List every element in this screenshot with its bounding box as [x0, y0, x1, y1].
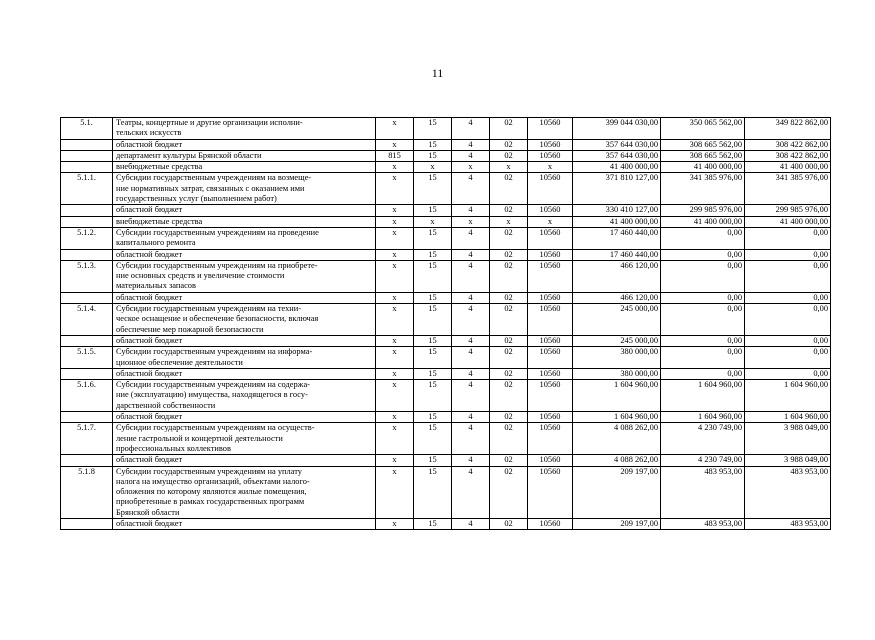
code-subprogram-cell: 4	[452, 347, 490, 369]
code-subprogram-cell: 4	[452, 518, 490, 529]
table-row	[61, 260, 831, 292]
amount-year2-cell: 0,00	[661, 260, 745, 292]
code-subprogram-cell: 4	[452, 412, 490, 423]
code-program-cell: 15	[414, 455, 452, 466]
amount-year3-cell: 1 604 960,00	[745, 380, 831, 412]
code-program-cell: 15	[414, 423, 452, 455]
code-event-cell: 02	[490, 139, 528, 150]
amount-year3-cell: 1 604 960,00	[745, 412, 831, 423]
code-event-cell: 02	[490, 455, 528, 466]
code-program-cell: 15	[414, 118, 452, 140]
amount-year2-cell: 0,00	[661, 347, 745, 369]
item-number-cell: 5.1.7.	[61, 423, 113, 455]
amount-year2-cell: 308 665 562,00	[661, 139, 745, 150]
amount-year3-cell: 341 385 976,00	[745, 173, 831, 205]
item-number-cell: 5.1.4.	[61, 304, 113, 336]
code-admin-cell: х	[376, 347, 414, 369]
amount-year3-cell: 3 988 049,00	[745, 423, 831, 455]
amount-year1-cell: 380 000,00	[573, 368, 661, 379]
item-number-cell	[61, 150, 113, 161]
code-subprogram-cell: 4	[452, 249, 490, 260]
code-subprogram-cell: 4	[452, 227, 490, 249]
item-name-cell: внебюджетные средства	[113, 216, 376, 227]
item-number-cell: 5.1.	[61, 118, 113, 140]
table-row	[61, 466, 831, 518]
code-event-cell: 02	[490, 347, 528, 369]
amount-year3-cell: 3 988 049,00	[745, 455, 831, 466]
item-name-cell: областной бюджет	[113, 292, 376, 303]
item-name-cell: областной бюджет	[113, 249, 376, 260]
code-program-cell: 15	[414, 380, 452, 412]
code-event-cell: х	[490, 216, 528, 227]
code-subprogram-cell: 4	[452, 150, 490, 161]
code-program-cell: 15	[414, 260, 452, 292]
code-direction-cell: 10560	[528, 455, 573, 466]
code-event-cell: 02	[490, 227, 528, 249]
item-number-cell	[61, 249, 113, 260]
code-subprogram-cell: 4	[452, 335, 490, 346]
item-number-cell: 5.1.6.	[61, 380, 113, 412]
item-number-cell: 5.1.8	[61, 466, 113, 518]
code-program-cell: 15	[414, 173, 452, 205]
code-subprogram-cell: 4	[452, 423, 490, 455]
item-number-cell: 5.1.2.	[61, 227, 113, 249]
table-row	[61, 304, 831, 336]
table-row	[61, 292, 831, 303]
amount-year2-cell: 0,00	[661, 292, 745, 303]
code-event-cell: 02	[490, 368, 528, 379]
amount-year3-cell: 0,00	[745, 260, 831, 292]
code-program-cell: 15	[414, 150, 452, 161]
amount-year3-cell: 0,00	[745, 347, 831, 369]
code-admin-cell: х	[376, 423, 414, 455]
amount-year1-cell: 380 000,00	[573, 347, 661, 369]
amount-year3-cell: 483 953,00	[745, 518, 831, 529]
item-number-cell	[61, 335, 113, 346]
code-direction-cell: 10560	[528, 260, 573, 292]
item-name-cell: областной бюджет	[113, 205, 376, 216]
code-subprogram-cell: 4	[452, 173, 490, 205]
item-number-cell	[61, 412, 113, 423]
amount-year3-cell: 0,00	[745, 227, 831, 249]
item-name-cell: областной бюджет	[113, 335, 376, 346]
amount-year1-cell: 209 197,00	[573, 466, 661, 518]
code-admin-cell: х	[376, 249, 414, 260]
code-admin-cell: х	[376, 118, 414, 140]
code-direction-cell: 10560	[528, 249, 573, 260]
code-program-cell: 15	[414, 227, 452, 249]
table-row	[61, 118, 831, 140]
amount-year2-cell: 41 400 000,00	[661, 162, 745, 173]
item-name-cell: областной бюджет	[113, 412, 376, 423]
item-name-cell: Субсидии государственным учреждениям на приобрете- ние основных средств и увеличение стоимости материальных запасов	[113, 260, 376, 292]
code-subprogram-cell: 4	[452, 368, 490, 379]
amount-year1-cell: 41 400 000,00	[573, 216, 661, 227]
code-subprogram-cell: х	[452, 162, 490, 173]
code-admin-cell: х	[376, 205, 414, 216]
code-admin-cell: х	[376, 260, 414, 292]
code-admin-cell: х	[376, 227, 414, 249]
amount-year3-cell: 0,00	[745, 335, 831, 346]
amount-year1-cell: 41 400 000,00	[573, 162, 661, 173]
code-event-cell: х	[490, 162, 528, 173]
item-name-cell: Субсидии государственным учреждениям на содержа- ние (эксплуатацию) имущества, находящегося в госу- дарственной собственности	[113, 380, 376, 412]
code-direction-cell: 10560	[528, 412, 573, 423]
code-subprogram-cell: 4	[452, 118, 490, 140]
code-direction-cell: 10560	[528, 368, 573, 379]
code-program-cell: 15	[414, 412, 452, 423]
amount-year3-cell: 0,00	[745, 368, 831, 379]
code-program-cell: 15	[414, 335, 452, 346]
code-event-cell: 02	[490, 335, 528, 346]
item-number-cell	[61, 162, 113, 173]
table-body	[61, 118, 831, 530]
amount-year2-cell: 0,00	[661, 335, 745, 346]
code-admin-cell: х	[376, 412, 414, 423]
code-subprogram-cell: х	[452, 216, 490, 227]
code-event-cell: 02	[490, 292, 528, 303]
item-number-cell	[61, 205, 113, 216]
amount-year2-cell: 0,00	[661, 368, 745, 379]
item-name-cell: Субсидии государственным учреждениям на возмеще- ние нормативных затрат, связанных с оказанием ими государственных услуг (выполнением работ)	[113, 173, 376, 205]
item-name-cell: Субсидии государственным учреждениям на уплату налога на имущество организаций, объектами налого- обложения по которому являются жилые помещения, приобретенные в рамках государственных программ Брянской области	[113, 466, 376, 518]
amount-year1-cell: 17 460 440,00	[573, 227, 661, 249]
table-row	[61, 216, 831, 227]
amount-year1-cell: 245 000,00	[573, 304, 661, 336]
item-number-cell	[61, 216, 113, 227]
code-direction-cell: 10560	[528, 423, 573, 455]
amount-year2-cell: 341 385 976,00	[661, 173, 745, 205]
code-direction-cell: 10560	[528, 518, 573, 529]
item-name-cell: Субсидии государственным учреждениям на проведение капитального ремонта	[113, 227, 376, 249]
code-direction-cell: 10560	[528, 227, 573, 249]
code-event-cell: 02	[490, 423, 528, 455]
code-direction-cell: 10560	[528, 292, 573, 303]
code-direction-cell: 10560	[528, 173, 573, 205]
amount-year1-cell: 1 604 960,00	[573, 380, 661, 412]
code-direction-cell: 10560	[528, 304, 573, 336]
amount-year1-cell: 466 120,00	[573, 292, 661, 303]
code-direction-cell: 10560	[528, 205, 573, 216]
amount-year1-cell: 4 088 262,00	[573, 455, 661, 466]
code-program-cell: 15	[414, 518, 452, 529]
table-row	[61, 139, 831, 150]
amount-year2-cell: 1 604 960,00	[661, 380, 745, 412]
code-admin-cell: 815	[376, 150, 414, 161]
amount-year1-cell: 330 410 127,00	[573, 205, 661, 216]
code-event-cell: 02	[490, 466, 528, 518]
code-program-cell: х	[414, 162, 452, 173]
item-number-cell	[61, 139, 113, 150]
code-direction-cell: 10560	[528, 380, 573, 412]
amount-year2-cell: 299 985 976,00	[661, 205, 745, 216]
code-admin-cell: х	[376, 455, 414, 466]
code-admin-cell: х	[376, 335, 414, 346]
amount-year3-cell: 299 985 976,00	[745, 205, 831, 216]
code-subprogram-cell: 4	[452, 304, 490, 336]
amount-year3-cell: 349 822 862,00	[745, 118, 831, 140]
code-event-cell: 02	[490, 249, 528, 260]
code-admin-cell: х	[376, 139, 414, 150]
amount-year3-cell: 41 400 000,00	[745, 162, 831, 173]
code-event-cell: 02	[490, 380, 528, 412]
item-name-cell: областной бюджет	[113, 368, 376, 379]
code-event-cell: 02	[490, 118, 528, 140]
code-event-cell: 02	[490, 260, 528, 292]
code-event-cell: 02	[490, 173, 528, 205]
code-program-cell: 15	[414, 368, 452, 379]
code-subprogram-cell: 4	[452, 292, 490, 303]
code-direction-cell: х	[528, 216, 573, 227]
code-program-cell: 15	[414, 466, 452, 518]
code-admin-cell: х	[376, 173, 414, 205]
item-name-cell: департамент культуры Брянской области	[113, 150, 376, 161]
code-subprogram-cell: 4	[452, 455, 490, 466]
code-program-cell: 15	[414, 304, 452, 336]
table-row	[61, 227, 831, 249]
table-row	[61, 368, 831, 379]
item-number-cell	[61, 455, 113, 466]
item-number-cell	[61, 292, 113, 303]
code-event-cell: 02	[490, 150, 528, 161]
amount-year1-cell: 245 000,00	[573, 335, 661, 346]
amount-year1-cell: 357 644 030,00	[573, 139, 661, 150]
amount-year2-cell: 308 665 562,00	[661, 150, 745, 161]
item-number-cell	[61, 368, 113, 379]
code-admin-cell: х	[376, 216, 414, 227]
amount-year3-cell: 41 400 000,00	[745, 216, 831, 227]
code-admin-cell: х	[376, 162, 414, 173]
table-row	[61, 205, 831, 216]
amount-year2-cell: 350 065 562,00	[661, 118, 745, 140]
code-direction-cell: 10560	[528, 466, 573, 518]
amount-year2-cell: 41 400 000,00	[661, 216, 745, 227]
item-name-cell: Театры, концертные и другие организации исполни- тельских искусств	[113, 118, 376, 140]
item-name-cell: Субсидии государственным учреждениям на осуществ- ление гастрольной и концертной деятельности профессиональных коллективов	[113, 423, 376, 455]
table-row	[61, 455, 831, 466]
code-admin-cell: х	[376, 518, 414, 529]
amount-year3-cell: 0,00	[745, 292, 831, 303]
code-program-cell: 15	[414, 249, 452, 260]
code-program-cell: 15	[414, 292, 452, 303]
amount-year2-cell: 4 230 749,00	[661, 455, 745, 466]
table-row	[61, 162, 831, 173]
code-admin-cell: х	[376, 292, 414, 303]
code-direction-cell: 10560	[528, 347, 573, 369]
amount-year3-cell: 0,00	[745, 304, 831, 336]
amount-year1-cell: 357 644 030,00	[573, 150, 661, 161]
budget-table	[60, 117, 831, 530]
code-admin-cell: х	[376, 368, 414, 379]
code-direction-cell: 10560	[528, 150, 573, 161]
code-subprogram-cell: 4	[452, 139, 490, 150]
amount-year2-cell: 483 953,00	[661, 466, 745, 518]
item-number-cell: 5.1.5.	[61, 347, 113, 369]
table-row	[61, 347, 831, 369]
code-admin-cell: х	[376, 304, 414, 336]
amount-year1-cell: 399 044 030,00	[573, 118, 661, 140]
item-number-cell: 5.1.3.	[61, 260, 113, 292]
amount-year1-cell: 466 120,00	[573, 260, 661, 292]
amount-year3-cell: 483 953,00	[745, 466, 831, 518]
code-direction-cell: 10560	[528, 118, 573, 140]
code-event-cell: 02	[490, 205, 528, 216]
code-program-cell: 15	[414, 205, 452, 216]
amount-year1-cell: 4 088 262,00	[573, 423, 661, 455]
amount-year2-cell: 0,00	[661, 227, 745, 249]
code-program-cell: 15	[414, 139, 452, 150]
item-name-cell: областной бюджет	[113, 139, 376, 150]
code-program-cell: х	[414, 216, 452, 227]
item-name-cell: внебюджетные средства	[113, 162, 376, 173]
table-row	[61, 380, 831, 412]
table-row	[61, 423, 831, 455]
table-row	[61, 150, 831, 161]
item-name-cell: областной бюджет	[113, 518, 376, 529]
code-admin-cell: х	[376, 466, 414, 518]
item-name-cell: Субсидии государственным учреждениям на техни- ческое оснащение и обеспечение безопасности, включая обеспечение мер пожарной безопасности	[113, 304, 376, 336]
table-row	[61, 249, 831, 260]
item-name-cell: областной бюджет	[113, 455, 376, 466]
amount-year1-cell: 17 460 440,00	[573, 249, 661, 260]
item-number-cell: 5.1.1.	[61, 173, 113, 205]
code-event-cell: 02	[490, 412, 528, 423]
code-event-cell: 02	[490, 304, 528, 336]
code-direction-cell: 10560	[528, 139, 573, 150]
code-subprogram-cell: 4	[452, 466, 490, 518]
table-row	[61, 335, 831, 346]
amount-year1-cell: 209 197,00	[573, 518, 661, 529]
amount-year2-cell: 1 604 960,00	[661, 412, 745, 423]
amount-year1-cell: 1 604 960,00	[573, 412, 661, 423]
item-name-cell: Субсидии государственным учреждениям на информа- ционное обеспечение деятельности	[113, 347, 376, 369]
table-row	[61, 173, 831, 205]
code-direction-cell: 10560	[528, 335, 573, 346]
code-direction-cell: х	[528, 162, 573, 173]
amount-year2-cell: 0,00	[661, 249, 745, 260]
item-number-cell	[61, 518, 113, 529]
amount-year2-cell: 483 953,00	[661, 518, 745, 529]
amount-year2-cell: 0,00	[661, 304, 745, 336]
amount-year3-cell: 308 422 862,00	[745, 139, 831, 150]
amount-year3-cell: 308 422 862,00	[745, 150, 831, 161]
code-program-cell: 15	[414, 347, 452, 369]
code-admin-cell: х	[376, 380, 414, 412]
code-subprogram-cell: 4	[452, 380, 490, 412]
table-row	[61, 412, 831, 423]
code-event-cell: 02	[490, 518, 528, 529]
code-subprogram-cell: 4	[452, 260, 490, 292]
code-subprogram-cell: 4	[452, 205, 490, 216]
page-number: 11	[431, 66, 444, 80]
amount-year3-cell: 0,00	[745, 249, 831, 260]
table-row	[61, 518, 831, 529]
amount-year1-cell: 371 810 127,00	[573, 173, 661, 205]
amount-year2-cell: 4 230 749,00	[661, 423, 745, 455]
